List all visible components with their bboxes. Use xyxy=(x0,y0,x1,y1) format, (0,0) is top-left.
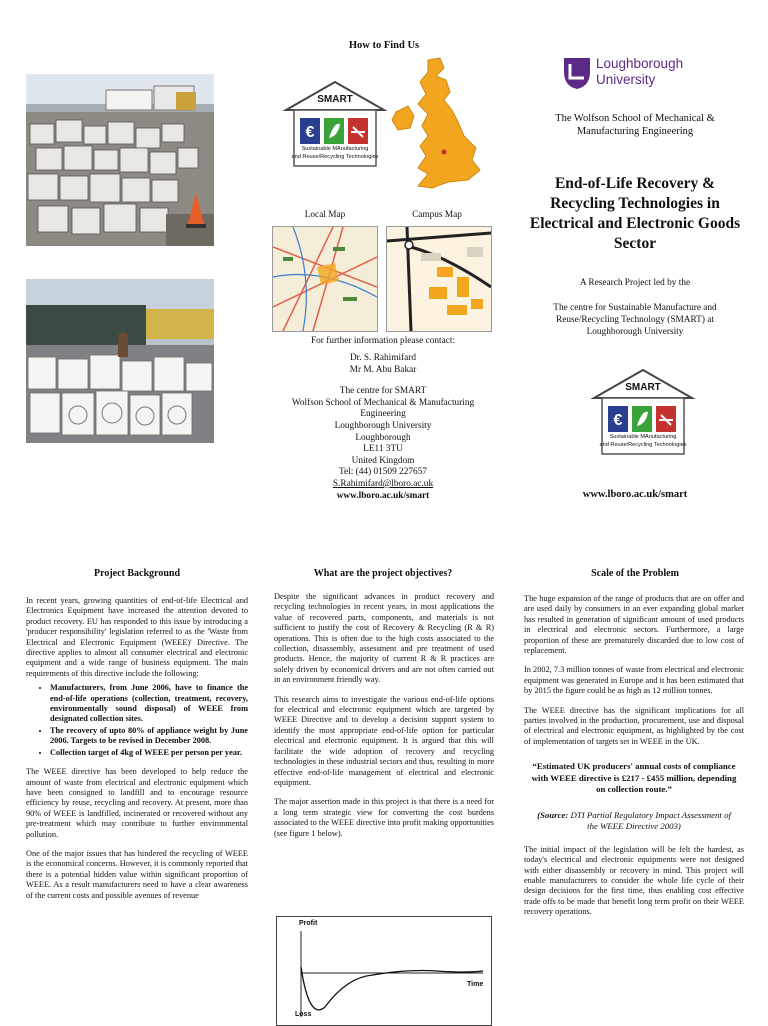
profit-loss-figure xyxy=(276,916,492,1026)
photo-computer-waste xyxy=(26,74,214,246)
how-to-find-us-heading: How to Find Us xyxy=(348,40,420,51)
contact-block xyxy=(272,353,494,502)
smart-logo xyxy=(588,368,698,468)
graph-profit-label: Profit xyxy=(299,920,318,927)
school-name: The Wolfson School of Mechanical & Manufacturing Engineering xyxy=(555,113,715,137)
scale-paragraph: The WEEE directive has the significant implications for all parties involved in the production, procurement, use and disposal of electrical and electronic equipment, as highlighted by the cost of implementation of targets set in WEEE in the UK. xyxy=(524,705,744,746)
requirement-item: • The recovery of upto 80% of appliance weight by June 2006. Targets to be revised in December 2008. xyxy=(50,726,248,747)
scale-paragraph: The initial impact of the legislation will be felt the hardest, as today's electrical and electronic equipments were not designed with either disassembly or recovery in mind. This project will enable manufacturers to consider the whole life cycle of their design decisions for the first time, thus enabling cost effective trade offs to be made that benefit long term profit on their WEEE recovery operations. xyxy=(524,844,744,917)
address-line: Loughborough xyxy=(355,432,411,443)
campus-map xyxy=(386,226,492,332)
objectives-paragraph: Despite the significant advances in product recovery and recycling technologies in recent years, in most applications the value of recovered parts, components, and materials is not sufficient to justify the cost of Recovery & Recycling (R & R) operations. This is often due to the high costs associated to the collection, disassembly, assessment and pre treatment of used products. Hence, the majority of current R & R practices are solely driven by economical drivers and are not often carried out in an environment friendly way. xyxy=(274,592,494,685)
address-line: Wolfson School of Mechanical & Manufacturing xyxy=(291,397,475,408)
graph-loss-label: Loss xyxy=(295,1011,312,1018)
svg-text:€: € xyxy=(305,124,315,141)
contact-intro: For further information please contact: xyxy=(310,336,456,346)
objectives-column xyxy=(274,592,494,848)
photo-appliance-waste xyxy=(26,279,214,443)
background-paragraph: The WEEE directive has been developed to help reduce the amount of waste from electrical and electronic equipment which have been consigned to landfill and to encourage resource efficiency by reuse, recycling and recovery. At present, more than 90% of WEEE is landfilled, incinerated or recovered without any pre-treatment which may contribute to further environmental pollution. xyxy=(26,767,248,839)
email-link[interactable]: S.Rahimifard@lboro.ac.uk xyxy=(332,478,434,489)
address-line: LE11 3TU xyxy=(363,444,403,455)
scale-quote: “Estimated UK producers' annual costs of compliance with WEEE directive is £217 - £455 million, depending on collection route.” xyxy=(531,761,737,795)
contact-name: Mr M. Abu Bakar xyxy=(349,364,417,375)
contact-name: Dr. S. Rahimifard xyxy=(349,353,417,363)
centre-text: The centre for Sustainable Manufacture and Reuse/Recycling Technology (SMART) at Loughborough University xyxy=(553,303,717,337)
local-map-label: Local Map xyxy=(304,210,346,220)
background-column xyxy=(26,596,248,910)
scale-heading: Scale of the Problem xyxy=(591,568,679,579)
requirement-item: • Manufacturers, from June 2006, have to finance the end-of-life operations (collection, treatment, recovery, environmentally sound disposal) of WEEE from designated collection sites. xyxy=(50,683,248,725)
smart-logo-line1: Sustainable MAnufacturing xyxy=(301,146,369,152)
university-name-line2: University xyxy=(596,72,656,87)
website-link[interactable]: www.lboro.ac.uk/smart xyxy=(336,490,430,501)
objectives-paragraph: The major assertion made in this project is that there is a need for a long term strategic view for converting the cost burdens associated to the WEEE directive into profit making opportunities (see figure 1 below). xyxy=(274,797,494,838)
address-line: Tel: (44) 01509 227657 xyxy=(339,467,427,478)
source-label: (Source: xyxy=(537,809,569,820)
objectives-heading: What are the project objectives? xyxy=(313,568,453,579)
local-map xyxy=(272,226,378,332)
smart-logo xyxy=(280,80,390,180)
scale-source xyxy=(532,810,736,833)
campus-map-label: Campus Map xyxy=(412,210,462,220)
background-heading: Project Background xyxy=(93,568,180,579)
smart-logo-line2: and Reuse/Recycling Technologies xyxy=(599,442,687,448)
graph-time-label: Time xyxy=(467,981,484,988)
scale-column xyxy=(524,594,744,927)
svg-text:€: € xyxy=(613,412,623,429)
objectives-paragraph: This research aims to investigate the various end-of-life options for electrical and electronic equipment which are targeted by WEEE Directive and to develop a decision support system to identify the most appropriate end-of-life option for particular electrical and electronic equipment. It is argued that this will facilitate the wide adoption of recovery and recycling technologies in these industrial sectors and thus, resulting in more effective end-of-life management of electrical and electronic equipment. xyxy=(274,694,494,787)
requirement-item: • Collection target of 4kg of WEEE per person per year. xyxy=(50,748,248,758)
address-line: United Kingdom xyxy=(351,455,415,466)
background-paragraph: In recent years, growing quantities of end-of-life Electrical and Electronics Equipment have increased the attention devoted to product recovery. EU has responded to this issue by introducing a 'producer responsibility' legislation referred to as the 'Waste from Electrical and Electronic Equipment (WEEE)' Directive. The directive applies to almost all consumer electrical and electronic equipment and a wide range of business equipment. The main requirements of this directive include the following: xyxy=(26,596,248,678)
address-line: The centre for SMART xyxy=(339,386,427,397)
right-website-link[interactable]: www.lboro.ac.uk/smart xyxy=(582,489,688,500)
smart-logo-line2: and Reuse/Recycling Technologies xyxy=(291,154,379,160)
main-title: End-of-Life Recovery & Recycling Technologies in Electrical and Electronic Goods Sector xyxy=(529,175,741,252)
background-paragraph: One of the major issues that has hindered the recycling of WEEE is the economical concerns. However, it is commonly reported that there is a potential hidden value within significant proportion of WEEE. As a result manufacturers need to have a clear awareness of the current costs and possible avenues of revenue xyxy=(26,848,249,900)
scale-paragraph: In 2002, 7.3 million tonnes of waste from electrical and electronic equipment was generated in Europe and it has been estimated that by 2015 the figure could be as high as 12 million tonnes. xyxy=(524,665,744,696)
university-logo xyxy=(562,56,712,92)
scale-paragraph: The huge expansion of the range of products that are on offer and are used daily by consumers in an ever expanding global market has resulted in generation of significant amount of used products in electrical and electronic sectors. Furthermore, a large proportion of these are prematurely discarded due to low cost of replacement. xyxy=(524,594,744,656)
requirements-list xyxy=(26,683,248,758)
smart-logo-title: SMART xyxy=(625,382,661,393)
smart-logo-title: SMART xyxy=(317,94,353,105)
university-name-line1: Loughborough xyxy=(596,56,684,71)
led-by-text: A Research Project led by the xyxy=(579,278,691,288)
address-line: Loughborough University xyxy=(334,420,432,431)
uk-map xyxy=(388,56,488,196)
smart-logo-line1: Sustainable MAnufacturing xyxy=(609,434,677,440)
address-line: Engineering xyxy=(360,409,406,420)
source-text: DTI Partial Regulatory Impact Assessment of the WEEE Directive 2003) xyxy=(568,809,731,832)
